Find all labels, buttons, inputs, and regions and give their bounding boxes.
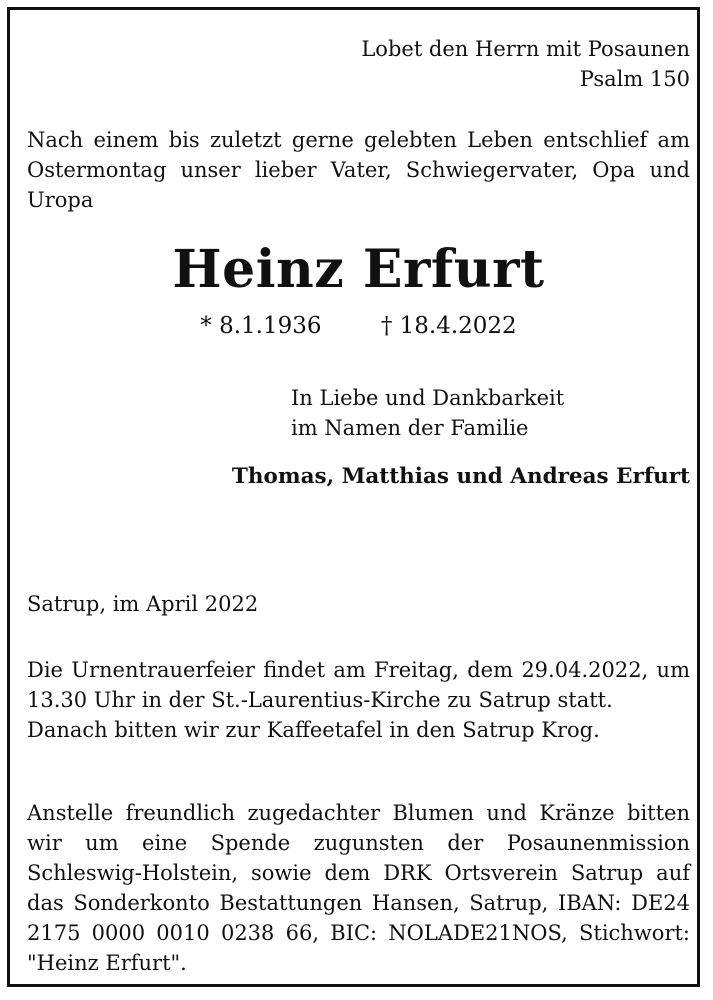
- intro-text: Nach einem bis zuletzt gerne gelebten Leben entschlief am Ostermontag unser lieber Vater, Schwiegervater, Opa und Uropa: [27, 128, 690, 212]
- donation-text: Anstelle freundlich zugedachter Blumen und Kränze bitten wir um eine Spende zugunsten der Posaunenmission Schleswig-Holstein, sowie dem DRK Ortsverein Satrup auf das Sonderkonto Bestattungen Hansen, Satrup, IBAN: DE24 2175 0000 0010 0238 66, BIC: NOLADE21NOS, Stichwort: "Heinz Erfurt".: [27, 801, 690, 975]
- place-date: Satrup, im April 2022: [27, 592, 259, 616]
- ceremony-info: [27, 655, 690, 745]
- psalm-reference: Psalm 150: [579, 67, 690, 91]
- psalm-quote: [361, 34, 690, 94]
- life-dates: [27, 310, 690, 342]
- birth-date: * 8.1.1936: [200, 313, 322, 339]
- death-date: † 18.4.2022: [380, 313, 517, 339]
- closing-line-2: im Namen der Familie: [291, 416, 529, 440]
- closing-line-1: In Liebe und Dankbarkeit: [291, 386, 565, 410]
- coffee-text: Danach bitten wir zur Kaffeetafel in den Satrup Krog.: [27, 718, 600, 742]
- deceased-name: Heinz Erfurt: [172, 239, 545, 300]
- ceremony-text: Die Urnentrauerfeier findet am Freitag, dem 29.04.2022, um 13.30 Uhr in der St.-Laurentius-Kirche zu Satrup statt.: [27, 658, 690, 712]
- family-names: Thomas, Matthias und Andreas Erfurt: [231, 464, 690, 489]
- psalm-verse: Lobet den Herrn mit Posaunen: [361, 37, 690, 61]
- obituary-notice: [7, 7, 700, 987]
- closing-words: [291, 383, 564, 443]
